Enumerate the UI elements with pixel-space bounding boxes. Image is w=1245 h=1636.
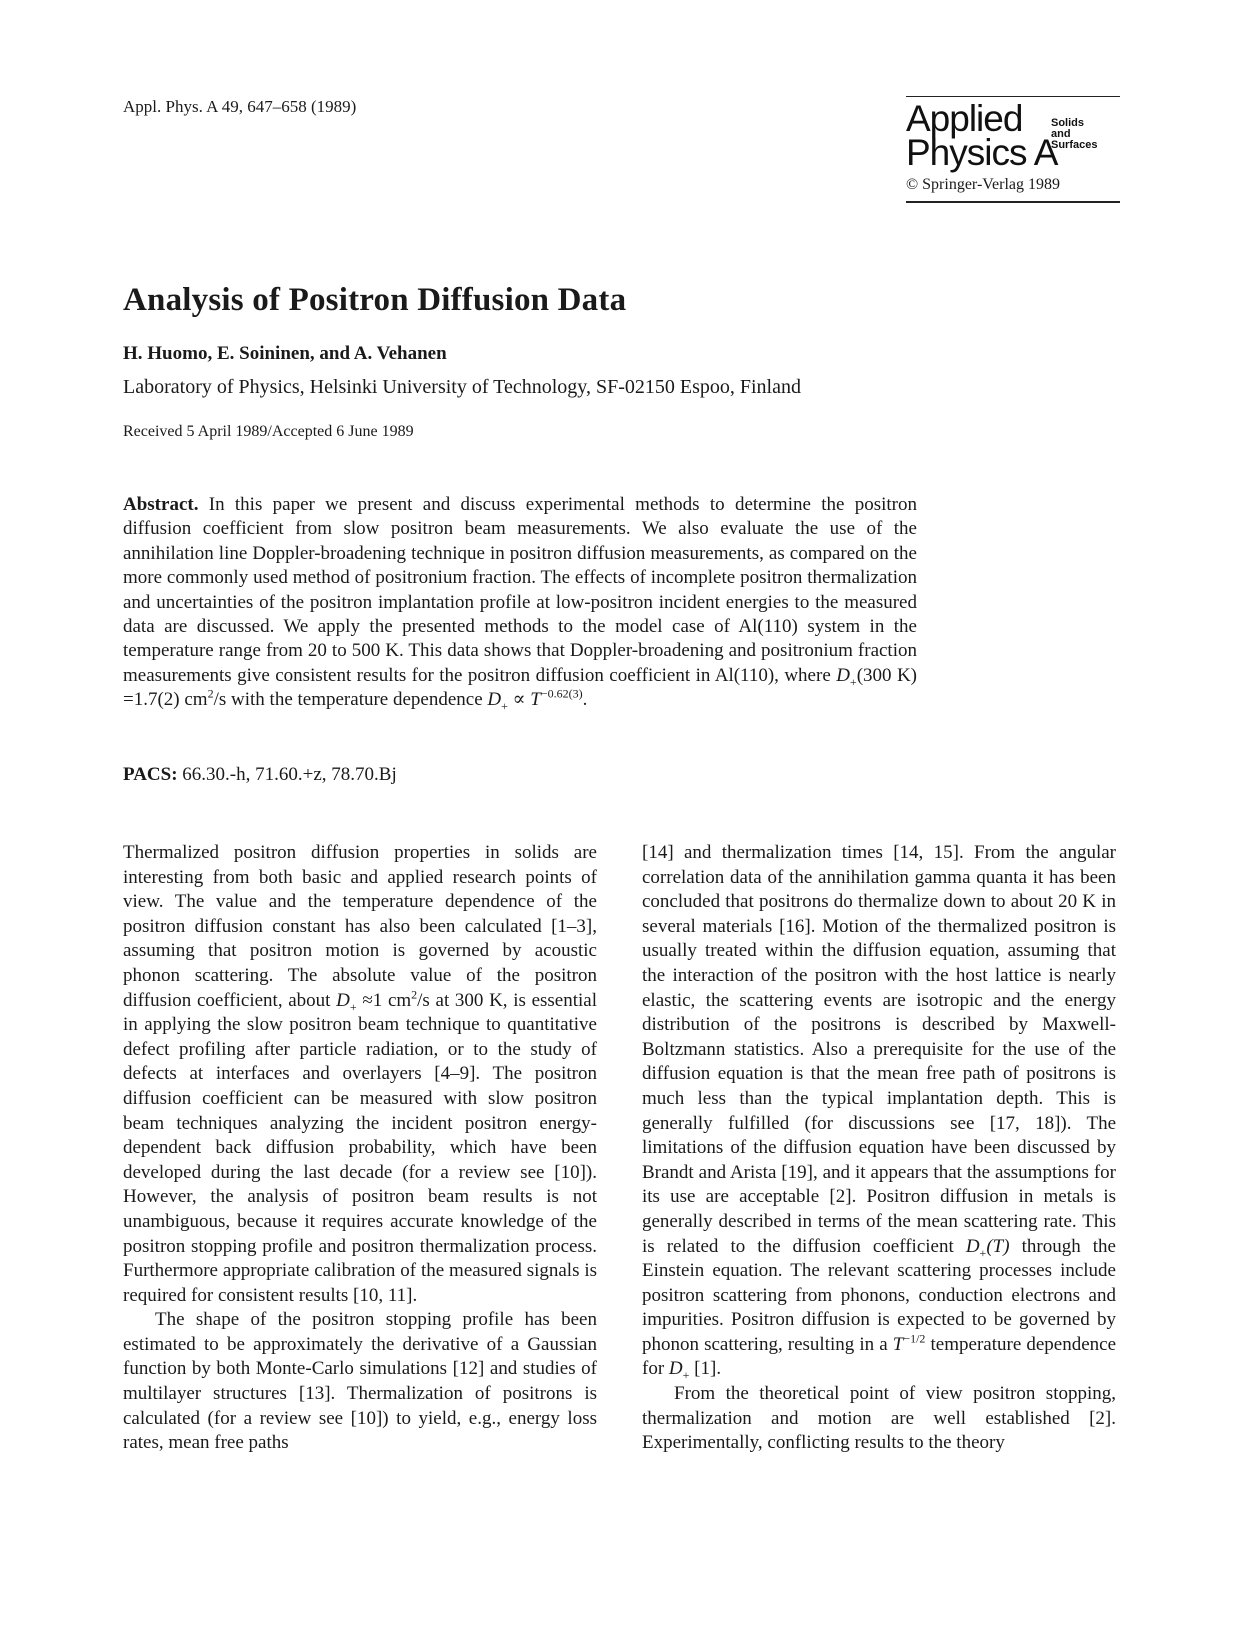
- paragraph: [123, 841, 597, 1308]
- formula-t: (T): [986, 1235, 1010, 1257]
- abstract-sup-2: 2: [207, 686, 214, 701]
- abstract-formula-d: D: [836, 664, 850, 686]
- logo-subtitle: [1051, 118, 1097, 151]
- copyright: © Springer-Verlag 1989: [906, 176, 1061, 193]
- paragraph-text: [14] and thermalization times [14, 15]. From the angular correlation data of the annihilation gamma quanta it has been concluded that positrons do thermalize down to about 20 K in several materials [16]. Motion of the thermalized positron is usually treated within the diffusion equation, assuming that the interaction of the positron with the host lattice is nearly elastic, the scattering events are isotropic and the energy distribution of the positrons is described by Maxwell-Boltzmann statistics. Also a prerequisite for the use of the diffusion equation is that the mean free path of positrons is much less than the typical implantation depth. This is generally fulfilled (for discussions see [17, 18]). The limitations of the diffusion equation have been discussed by Brandt and Arista [19], and it appears that the assumptions for its use are acceptable [2]. Positron diffusion in metals is generally described in terms of the mean scattering rate. This is related to the diffusion coefficient: [642, 842, 1116, 1257]
- abstract-formula-d2: D: [487, 689, 502, 711]
- abstract-formula-prop: ∝: [507, 689, 531, 711]
- logo-physics-a: Physics A: [906, 132, 1058, 173]
- logo-rule-top: [906, 96, 1120, 97]
- abstract-label: Abstract.: [123, 494, 199, 515]
- abstract-text-300k: (300 K) =1.7(2) cm: [123, 664, 917, 711]
- paragraph-text: through the Einstein equation. The relevant scattering processes include positron scattering from phonons, conduction electrons and impurities. Positron diffusion is expected to be governed by phonon scattering, resulting in a: [642, 1235, 1116, 1355]
- abstract-text: In this paper we present and discuss experimental methods to determine the positron diffusion coefficient from slow positron beam measurements. We also evaluate the use of the annihilation line Doppler-broadening technique in positron diffusion measurements, as compared on the more commonly used method of positronium fraction. The effects of incomplete positron thermalization and uncertainties of the positron implantation profile at low-positron incident energies to the measured data are discussed. We apply the presented methods to the model case of Al(110) system in the temperature range from 20 to 500 K. This data shows that Doppler-broadening and positronium fraction measurements give consistent results for the positron diffusion coefficient in Al(110), where: [123, 494, 917, 686]
- pacs-label: PACS:: [123, 764, 178, 785]
- formula-exponent: −1/2: [903, 1331, 926, 1346]
- logo-applied: Applied: [906, 98, 1023, 139]
- abstract-formula-exponent: −0.62(3): [540, 686, 583, 701]
- logo-subtitle-surfaces: Surfaces: [1051, 139, 1098, 151]
- abstract-formula-plus: +: [849, 674, 857, 689]
- formula-d: D: [965, 1235, 980, 1257]
- affiliation: Laboratory of Physics, Helsinki University of Technology, SF-02150 Espoo, Finland: [123, 376, 801, 398]
- paragraph: [642, 841, 1116, 1382]
- paragraph: From the theoretical point of view positron stopping, thermalization and motion are well established [2]. Experimentally, conflicting results to the theory: [642, 1383, 1116, 1454]
- paragraph-text: Thermalized positron diffusion properties in solids are interesting from both basic and applied research points of view. The value and the temperature dependence of the positron diffusion constant has also been calculated [1–3], assuming that positron motion is governed by acoustic phonon scattering. The absolute value of the positron diffusion coefficient, about: [123, 842, 597, 1011]
- formula-d: D: [668, 1358, 683, 1380]
- formula-d: D: [336, 989, 350, 1011]
- abstract-formula-t: T: [530, 689, 541, 711]
- logo-rule-bottom: [906, 201, 1120, 203]
- paragraph-text: temperature dependence for: [642, 1333, 1117, 1380]
- article-title: Analysis of Positron Diffusion Data: [123, 282, 627, 318]
- formula-plus: +: [682, 1368, 690, 1383]
- paragraph-text: /s at 300 K, is essential in applying the slow positron beam technique to quantitative defect profiling after particle radiation, or to the study of defects at interfaces and overlayers [4–9]. The positron diffusion coefficient can be measured with slow positron beam techniques analyzing the incident positron energy-dependent back diffusion probability, which have been developed during the last decade (for a review see [10]). However, the analysis of positron beam results is not unambiguous, because it requires accurate knowledge of the positron stopping profile and positron thermalization process. Furthermore appropriate calibration of the measured signals is required for consistent results [10, 11].: [123, 989, 597, 1306]
- logo-subtitle-and: and: [1051, 128, 1071, 140]
- abstract: [123, 493, 917, 713]
- formula-sup: 2: [411, 987, 418, 1002]
- received-date: Received 5 April 1989/Accepted 6 June 1989: [123, 423, 414, 440]
- formula-t: T: [892, 1333, 904, 1355]
- body-column-left: [123, 841, 597, 1456]
- abstract-text-dependence: /s with the temperature dependence: [213, 689, 488, 711]
- abstract-formula-plus2: +: [501, 699, 508, 714]
- formula-plus: +: [979, 1245, 987, 1260]
- pacs-codes: [123, 764, 397, 786]
- paragraph: The shape of the positron stopping profile has been estimated to be approximately the derivative of a Gaussian function by both Monte-Carlo simulations [12] and studies of multilayer structures [13]. Thermalization of positrons is calculated (for a review see [10]) to yield, e.g., energy loss rates, mean free paths: [123, 1309, 597, 1454]
- logo-subtitle-solids: Solids: [1051, 117, 1085, 129]
- pacs-text: 66.30.-h, 71.60.+z, 78.70.Bj: [177, 764, 397, 785]
- authors: H. Huomo, E. Soininen, and A. Vehanen: [123, 343, 447, 364]
- body-column-right: [642, 841, 1116, 1456]
- abstract-text-end: .: [582, 689, 588, 711]
- paragraph-text: [1].: [689, 1358, 722, 1380]
- formula-plus: +: [349, 999, 357, 1014]
- journal-citation: Appl. Phys. A 49, 647–658 (1989): [123, 97, 357, 116]
- paragraph-text: ≈1 cm: [356, 989, 412, 1011]
